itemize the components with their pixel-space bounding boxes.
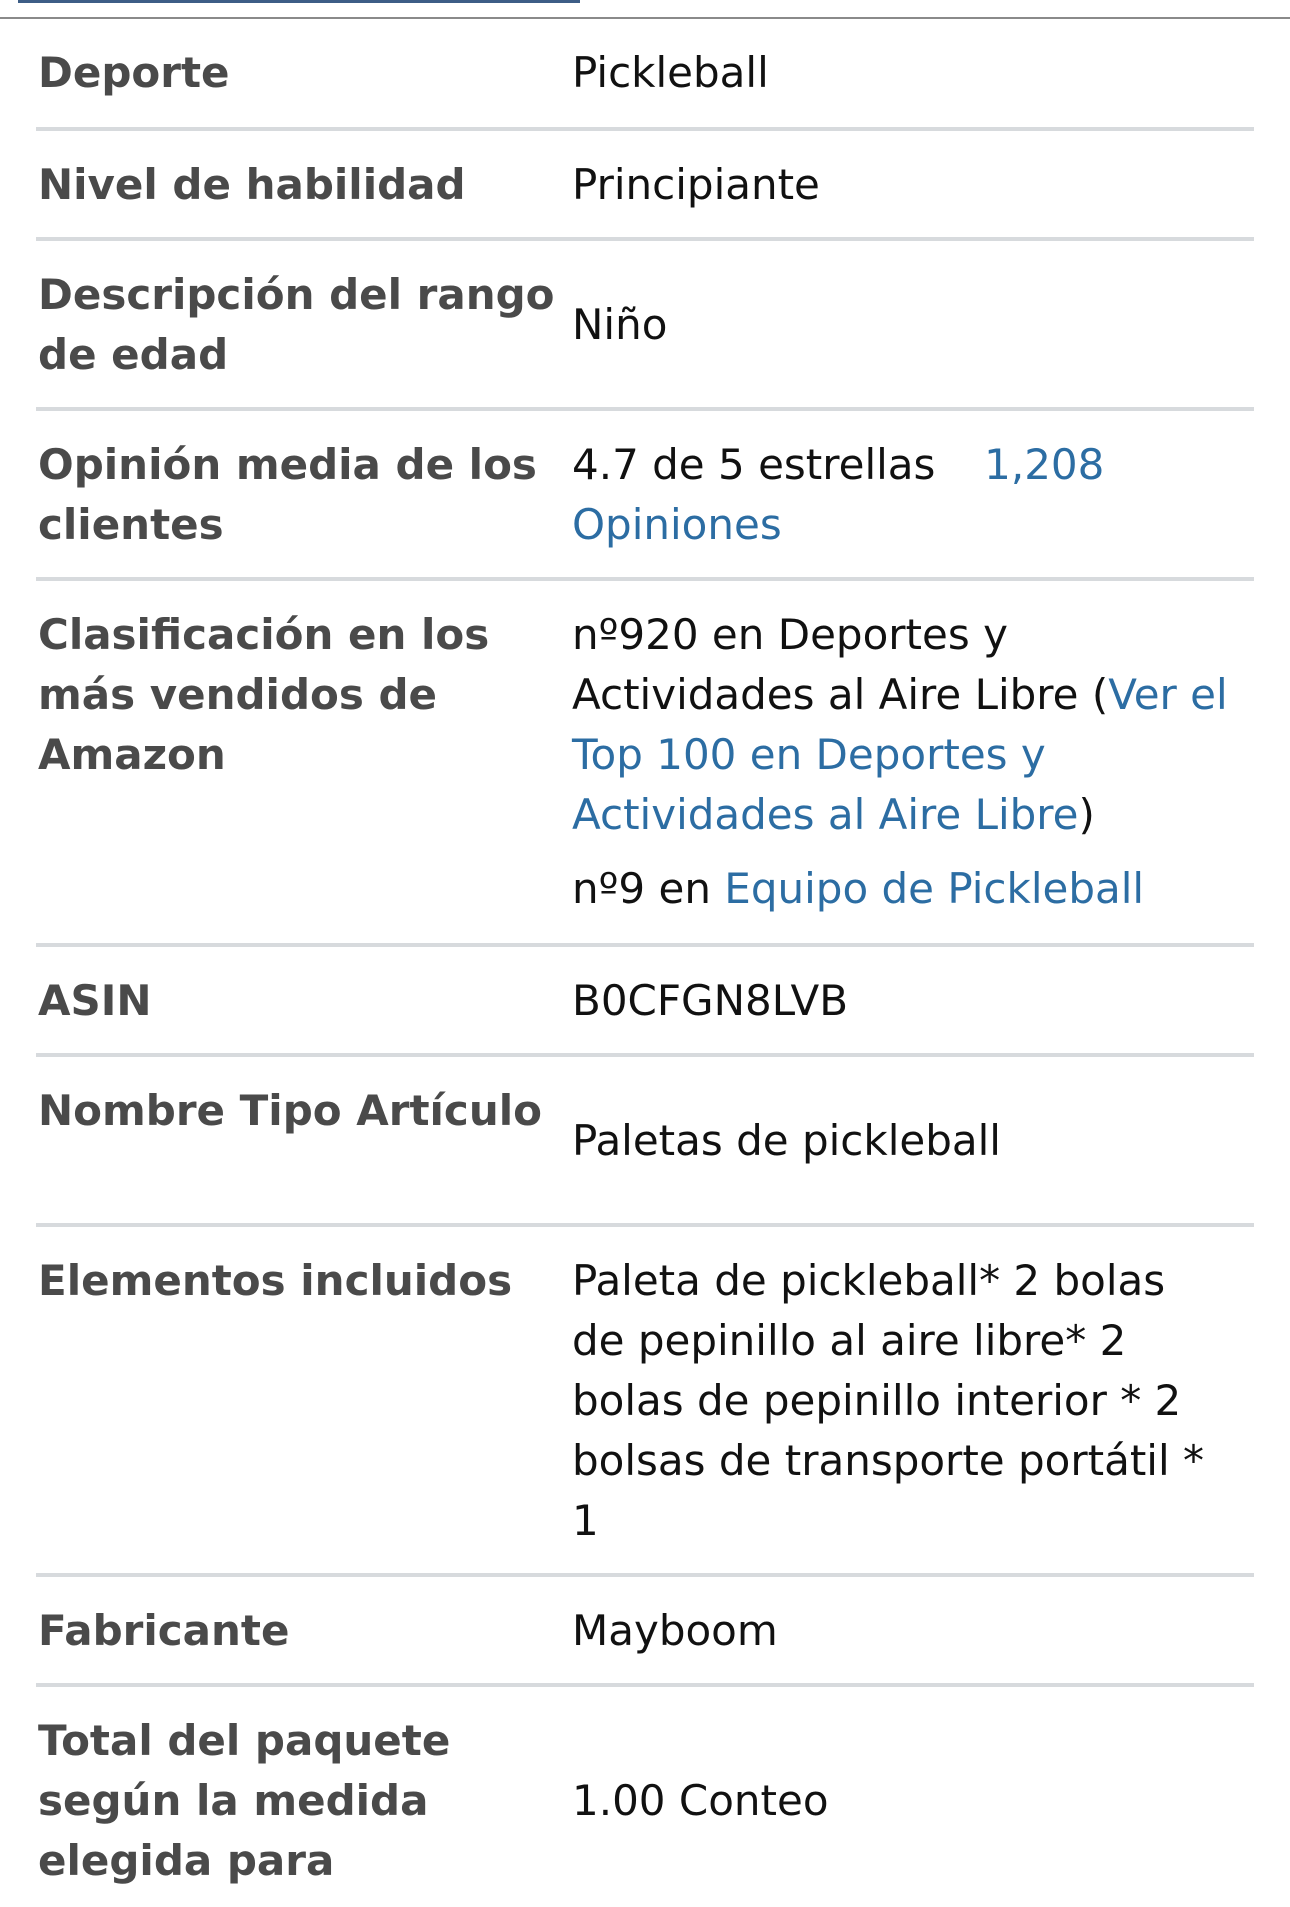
active-tab-indicator bbox=[18, 0, 580, 3]
rank-primary bbox=[572, 605, 1252, 845]
rank-secondary bbox=[572, 859, 1252, 919]
row-label: Fabricante bbox=[38, 1606, 290, 1655]
rating-text: 4.7 de 5 estrellas bbox=[572, 440, 936, 489]
row-label: Nombre Tipo Artículo bbox=[38, 1086, 542, 1135]
row-value: Mayboom bbox=[572, 1606, 778, 1655]
table-row bbox=[36, 411, 1254, 581]
table-row bbox=[36, 1577, 1254, 1687]
product-details-table bbox=[36, 19, 1254, 1907]
table-row bbox=[36, 1057, 1254, 1227]
row-label: Nivel de habilidad bbox=[38, 160, 466, 209]
table-row bbox=[36, 1227, 1254, 1577]
row-value: B0CFGN8LVB bbox=[572, 976, 849, 1025]
row-label: Opinión media de los clientes bbox=[38, 440, 537, 549]
rank-secondary-text: nº9 en bbox=[572, 864, 725, 913]
rank-primary-suffix: ) bbox=[1078, 790, 1095, 839]
row-value: Niño bbox=[572, 300, 668, 349]
row-value: Paleta de pickleball* 2 bolas de pepinillo al aire libre* 2 bolas de pepinillo interior * 2 bolsas de transporte portátil * 1 bbox=[572, 1256, 1204, 1545]
reviews-count-link[interactable]: 1,208 Opiniones bbox=[572, 440, 1105, 549]
category-link[interactable]: Equipo de Pickleball bbox=[724, 864, 1145, 913]
table-row bbox=[36, 131, 1254, 241]
row-label: Elementos incluidos bbox=[38, 1256, 513, 1305]
top-100-link[interactable]: Ver el Top 100 en Deportes y Actividades al Aire Libre bbox=[572, 670, 1228, 839]
table-row bbox=[36, 581, 1254, 947]
row-label: Total del paquete según la medida elegida para bbox=[38, 1716, 451, 1885]
table-row bbox=[36, 241, 1254, 411]
row-label: Clasificación en los más vendidos de Amazon bbox=[38, 610, 490, 779]
row-label: ASIN bbox=[38, 976, 152, 1025]
top-strip bbox=[0, 0, 1290, 20]
row-value: Principiante bbox=[572, 160, 820, 209]
table-row bbox=[36, 1687, 1254, 1907]
table-row bbox=[36, 19, 1254, 131]
row-value: 1.00 Conteo bbox=[572, 1776, 829, 1825]
row-label: Deporte bbox=[38, 48, 230, 97]
rank-primary-text: nº920 en Deportes y Actividades al Aire Libre ( bbox=[572, 610, 1109, 719]
rank-value bbox=[572, 605, 1252, 919]
row-label: Descripción del rango de edad bbox=[38, 270, 555, 379]
rating-value bbox=[572, 435, 1252, 555]
table-row bbox=[36, 947, 1254, 1057]
row-value: Pickleball bbox=[572, 48, 769, 97]
row-value: Paletas de pickleball bbox=[572, 1116, 1001, 1165]
